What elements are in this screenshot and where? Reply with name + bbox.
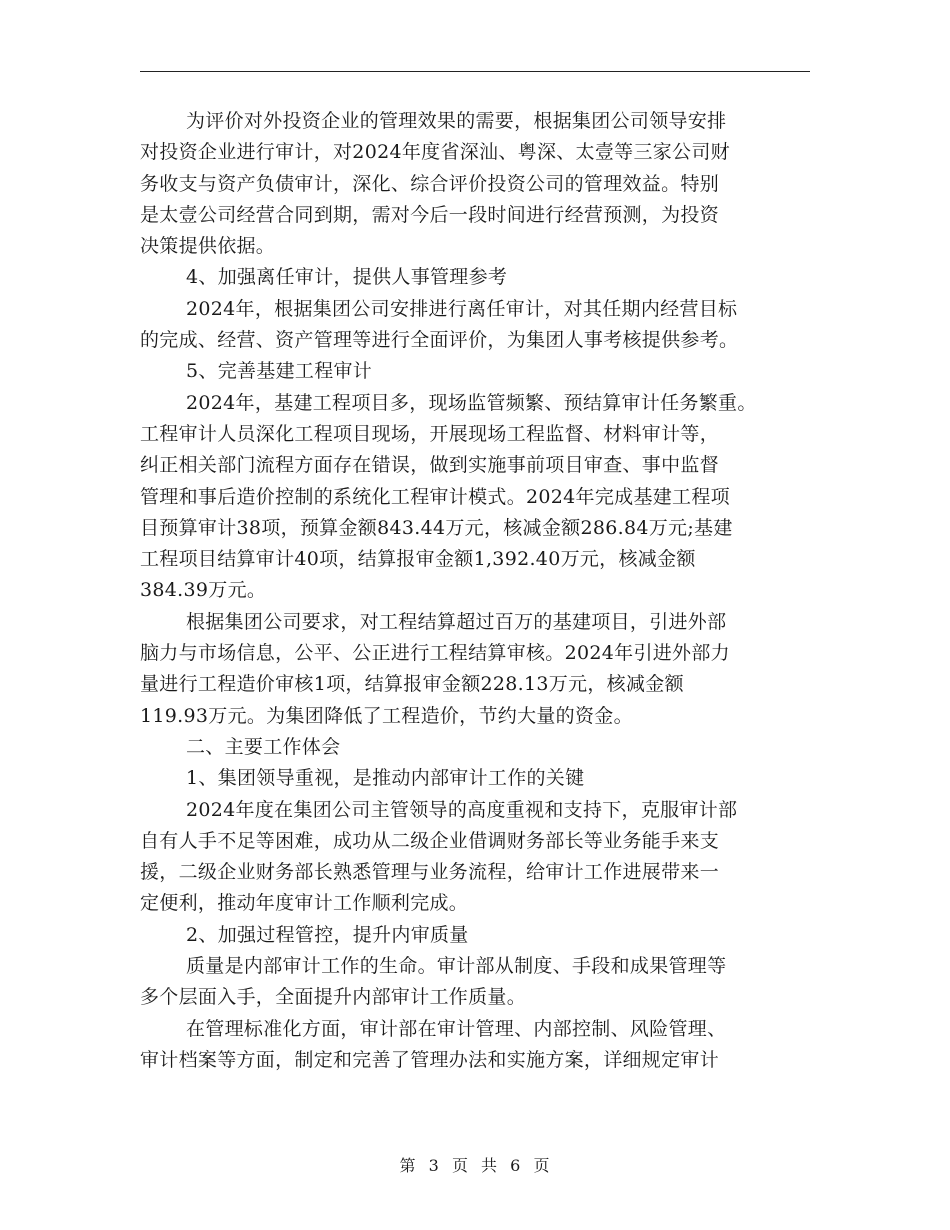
text-line: 2024年，基建工程项目多，现场监管频繁、预结算审计任务繁重。	[186, 391, 757, 414]
text-line: 审计档案等方面，制定和完善了管理办法和实施方案，详细规定审计	[140, 1048, 720, 1071]
text-line: 二、主要工作体会	[186, 735, 341, 758]
text-line: 为评价对外投资企业的管理效果的需要，根据集团公司领导安排	[186, 110, 727, 132]
text-line: 5、完善基建工程审计	[186, 360, 373, 383]
footer-suffix: 页	[533, 1156, 551, 1175]
text-line: 多个层面入手，全面提升内部审计工作质量。	[140, 986, 527, 1009]
text-line: 定便利，推动年度审计工作顺利完成。	[140, 892, 469, 915]
text-line: 量进行工程造价审核1项，结算报审金额228.13万元，核减金额	[140, 673, 684, 696]
footer-page-label: 页	[451, 1156, 469, 1175]
text-line: 2、加强过程管控，提升内审质量	[186, 923, 469, 946]
footer-total-pages: 6	[510, 1156, 522, 1175]
text-line: 1、集团领导重视，是推动内部审计工作的关键	[186, 767, 585, 790]
text-line: 在管理标准化方面，审计部在审计管理、内部控制、风险管理、	[186, 1017, 727, 1040]
text-line: 务收支与资产负债审计，深化、综合评价投资公司的管理效益。特别	[140, 172, 720, 195]
text-line: 自有人手不足等困难，成功从二级企业借调财务部长等业务能手来支	[140, 829, 720, 852]
text-line: 4、加强离任审计，提供人事管理参考	[186, 266, 508, 289]
header-rule	[140, 71, 810, 72]
text-line: 119.93万元。为集团降低了工程造价，节约大量的资金。	[140, 704, 633, 727]
text-line: 决策提供依据。	[140, 235, 276, 258]
text-line: 工程项目结算审计40项，结算报审金额1,392.40万元，核减金额	[140, 548, 696, 571]
text-line: 根据集团公司要求，对工程结算超过百万的基建项目，引进外部	[186, 610, 727, 633]
text-line: 对投资企业进行审计，对2024年度省深汕、粤深、太壹等三家公司财	[140, 141, 730, 164]
text-line: 2024年，根据集团公司安排进行离任审计，对其任期内经营目标	[186, 297, 738, 320]
document-body	[140, 106, 810, 1076]
text-line: 384.39万元。	[140, 579, 267, 602]
footer-prefix: 第	[399, 1156, 417, 1175]
text-line: 质量是内部审计工作的生命。审计部从制度、手段和成果管理等	[186, 955, 727, 978]
text-line: 是太壹公司经营合同到期，需对今后一段时间进行经营预测，为投资	[140, 203, 720, 226]
text-line: 脑力与市场信息，公平、公正进行工程结算审核。2024年引进外部力	[140, 642, 730, 665]
footer-total-label: 共	[481, 1156, 499, 1175]
text-line: 工程审计人员深化工程项目现场，开展现场工程监督、材料审计等，	[140, 422, 720, 445]
text-line: 2024年度在集团公司主管领导的高度重视和支持下，克服审计部	[186, 798, 738, 821]
page-footer	[0, 1156, 950, 1176]
text-line: 的完成、经营、资产管理等进行全面评价，为集团人事考核提供参考。	[140, 329, 739, 352]
text-line: 目预算审计38项，预算金额843.44万元，核减金额286.84万元;基建	[140, 516, 733, 539]
text-line: 纠正相关部门流程方面存在错误，做到实施事前项目审查、事中监督	[140, 454, 720, 477]
text-line: 援，二级企业财务部长熟悉管理与业务流程，给审计工作进展带来一	[140, 861, 720, 884]
text-line: 管理和事后造价控制的系统化工程审计模式。2024年完成基建工程项	[140, 485, 730, 508]
footer-page-number: 3	[428, 1156, 440, 1175]
